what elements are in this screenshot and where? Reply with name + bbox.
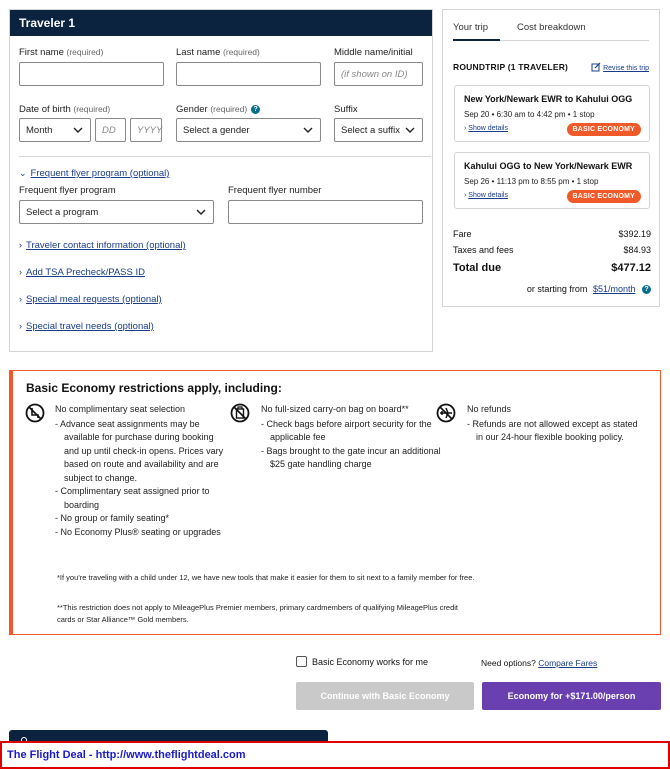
- ffp-value: Select a program: [26, 207, 99, 218]
- monthly-payment-link[interactable]: $51/month: [592, 284, 636, 294]
- footnote-child-seating: *If you're traveling with a child under 12, we have new tools that make it easier for them to sit next to a family member for free.: [57, 573, 475, 582]
- suffix-value: Select a suffix: [341, 125, 400, 136]
- ffp-label: Frequent flyer program: [19, 185, 116, 196]
- chevron-down-icon: [404, 124, 416, 136]
- bag-restriction-head: No full-sized carry-on bag on board**: [261, 404, 409, 414]
- chevron-right-icon: ›: [19, 267, 22, 277]
- chevron-down-icon: [72, 124, 84, 136]
- seat-restriction-head: No complimentary seat selection: [55, 404, 186, 414]
- fare-label: Fare: [453, 229, 472, 239]
- active-tab-indicator: [453, 39, 500, 41]
- total-row: [453, 262, 651, 274]
- roundtrip-label: ROUNDTRIP (1 TRAVELER): [453, 62, 569, 72]
- refund-restriction-list: [467, 418, 647, 445]
- contact-info-toggle[interactable]: › Traveler contact information (optional): [19, 240, 186, 251]
- monthly-payment-line: or starting from $51/month ?: [453, 284, 651, 294]
- bag-restriction: [261, 403, 441, 472]
- revise-trip-link[interactable]: Revise this trip: [591, 62, 649, 72]
- show-details-link[interactable]: › Show details: [464, 125, 508, 132]
- fare-row: [453, 229, 651, 239]
- dob-day-input[interactable]: DD: [95, 118, 126, 142]
- edit-icon: [591, 62, 601, 72]
- restrictions-title: Basic Economy restrictions apply, including:: [26, 381, 282, 395]
- continue-basic-economy-button[interactable]: Continue with Basic Economy: [296, 682, 474, 710]
- list-item: - Refunds are not allowed except as stated in our 24-hour flexible booking policy.: [467, 418, 647, 445]
- flight-card-return: [454, 152, 650, 209]
- chevron-right-icon: ›: [19, 294, 22, 304]
- trip-summary-card: [442, 9, 660, 307]
- checkbox-label: Basic Economy works for me: [312, 657, 429, 667]
- ffn-input[interactable]: [228, 200, 423, 224]
- bag-restriction-list: [261, 418, 441, 472]
- footnote-carry-on: **This restriction does not apply to MileagePlus Premier members, primary cardmembers of qualifying MileagePlus credit cards or Star Alliance™ Gold members.: [57, 603, 458, 624]
- help-icon[interactable]: ?: [251, 105, 260, 114]
- chevron-down-icon: [195, 206, 207, 218]
- ffp-select[interactable]: [19, 200, 214, 224]
- chevron-right-icon: ›: [19, 240, 22, 250]
- list-item: - Complimentary seat assigned prior to boarding: [55, 485, 231, 512]
- meal-requests-toggle[interactable]: › Special meal requests (optional): [19, 294, 162, 305]
- flight-route: New York/Newark EWR to Kahului OGG: [464, 94, 633, 104]
- flight-time: Sep 26 • 11:13 pm to 8:55 pm • 1 stop: [464, 177, 599, 186]
- dob-month-select[interactable]: [19, 118, 91, 142]
- show-details-link[interactable]: › Show details: [464, 192, 508, 199]
- ffp-toggle-link[interactable]: Frequent flyer program (optional): [30, 168, 170, 179]
- no-seat-icon: [25, 403, 45, 423]
- seat-restriction-list: [55, 418, 231, 540]
- tab-your-trip[interactable]: Your trip: [453, 22, 489, 33]
- tsa-precheck-toggle[interactable]: › Add TSA Precheck/PASS ID: [19, 267, 145, 278]
- total-value: $477.12: [611, 262, 651, 274]
- refund-restriction: [467, 403, 647, 445]
- dob-month-value: Month: [26, 125, 53, 136]
- traveler-form-card: [9, 9, 433, 352]
- watermark-banner: The Flight Deal - http://www.theflightdeal.com: [0, 741, 670, 769]
- ffp-toggle[interactable]: [19, 168, 169, 179]
- last-name-input[interactable]: [176, 62, 321, 86]
- list-item: - Check bags before airport security for the applicable fee: [261, 418, 441, 445]
- taxes-label: Taxes and fees: [453, 245, 514, 255]
- gender-label: Gender (required) ?: [176, 104, 260, 115]
- taxes-value: $84.93: [623, 245, 651, 255]
- need-options: Need options? Compare Fares: [481, 658, 598, 668]
- last-name-label: Last name (required): [176, 47, 260, 58]
- chevron-down-icon: [302, 124, 314, 136]
- suffix-select[interactable]: [334, 118, 423, 142]
- flight-time: Sep 20 • 6:30 am to 4:42 pm • 1 stop: [464, 110, 595, 119]
- divider: [19, 156, 431, 157]
- help-icon[interactable]: ?: [642, 285, 651, 294]
- middle-name-input[interactable]: (if shown on ID): [334, 62, 423, 86]
- upgrade-economy-button[interactable]: Economy for +$171.00/person: [482, 682, 661, 710]
- seat-restriction: [55, 403, 231, 539]
- no-bag-icon: [230, 403, 250, 423]
- travel-needs-toggle[interactable]: › Special travel needs (optional): [19, 321, 154, 332]
- taxes-row: [453, 245, 651, 255]
- list-item: - Bags brought to the gate incur an additional $25 gate handling charge: [261, 445, 441, 472]
- dob-year-input[interactable]: YYYY: [130, 118, 162, 142]
- basic-economy-badge: BASIC ECONOMY: [567, 190, 642, 203]
- chevron-right-icon: ›: [19, 321, 22, 331]
- ffn-label: Frequent flyer number: [228, 185, 322, 196]
- basic-economy-checkbox[interactable]: [296, 656, 307, 667]
- flight-card-outbound: [454, 85, 650, 142]
- refund-restriction-head: No refunds: [467, 404, 512, 414]
- suffix-label: Suffix: [334, 104, 358, 115]
- dob-label: Date of birth (required): [19, 104, 111, 115]
- chevron-down-icon: ⌄: [19, 168, 27, 178]
- list-item: - No Economy Plus® seating or upgrades: [55, 526, 231, 540]
- flight-route: Kahului OGG to New York/Newark EWR: [464, 161, 633, 171]
- middle-name-label: Middle name/initial: [334, 47, 413, 58]
- fare-value: $392.19: [618, 229, 651, 239]
- gender-value: Select a gender: [183, 125, 250, 136]
- gender-select[interactable]: [176, 118, 321, 142]
- total-label: Total due: [453, 262, 502, 274]
- compare-fares-link[interactable]: Compare Fares: [538, 658, 598, 668]
- list-item: - No group or family seating*: [55, 512, 231, 526]
- basic-economy-checkbox-row[interactable]: [296, 656, 428, 667]
- tab-cost-breakdown[interactable]: Cost breakdown: [517, 22, 586, 33]
- traveler-title: Traveler 1: [10, 10, 432, 36]
- no-refund-airplane-icon: [436, 403, 456, 423]
- first-name-input[interactable]: [19, 62, 164, 86]
- first-name-label: First name (required): [19, 47, 104, 58]
- basic-economy-restrictions: [9, 370, 661, 635]
- basic-economy-badge: BASIC ECONOMY: [567, 123, 642, 136]
- list-item: - Advance seat assignments may be available for purchase during booking and up until check-in opens. Prices vary based on route and availability and are subject to change.: [55, 418, 231, 486]
